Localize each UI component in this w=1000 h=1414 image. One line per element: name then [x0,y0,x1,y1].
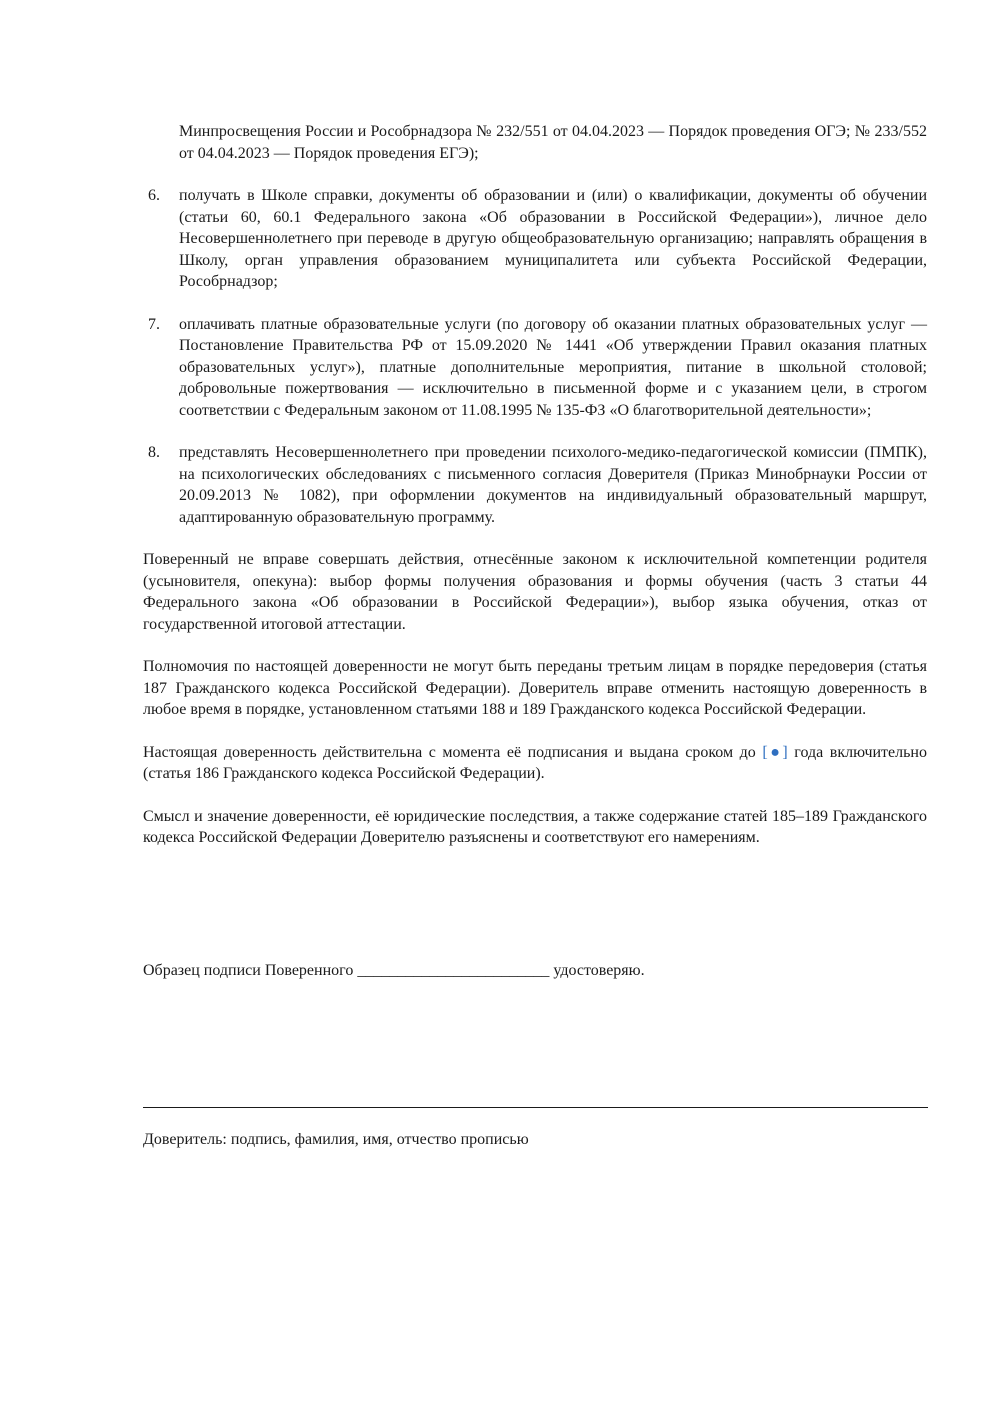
list-item [143,442,927,528]
list-item-continuation: Минпросвещения России и Рособрнадзора № 232/551 от 04.04.2023 — Порядок проведения ОГЭ; № 233/552 от 04.04.2023 — Порядок проведения ЕГЭ); [179,123,927,162]
list-item-text: оплачивать платные образовательные услуги (по договору об оказании платных образовательных услуг — Постановление Правительства РФ от 15.09.2020 № 1441 «Об утверждении Правил оказания платных образовательных услуг»), платные дополнительные мероприятия, питание в школьной столовой; добровольные пожертвования — исключительно в письменной форме и с указанием цели, в строгом соответствии с Федеральным законом от 11.08.1995 № 135-ФЗ «О благотворительной деятельности»; [179,315,927,419]
validity-text-before: Настоящая доверенность действительна с момента её подписания и выдана сроком до [143,743,763,761]
specimen-suffix: удостоверяю. [553,962,645,979]
specimen-blank: ________________________ [357,962,550,979]
explanation-paragraph: Смысл и значение доверенности, её юридические последствия, а также содержание статей 185–189 Гражданского кодекса Российской Федерации Доверителю разъяснены и соответствуют его намерениям. [143,807,927,846]
document-body [143,121,927,870]
validity-paragraph [143,742,927,785]
list-item-text: получать в Школе справки, документы об образовании и (или) о квалификации, документы об обучении (статьи 60, 60.1 Федерального закона «Об образовании в Российской Федерации»), личное дело Несовершеннолетнего при переводе в другую общеобразовательную организацию; направлять обращения в Школу, орган управления образованием муниципалитета или субъекта Российской Федерации, Рособрнадзор; [179,187,927,290]
restriction-paragraph: Поверенный не вправе совершать действия, отнесённые законом к исключительной компетенции родителя (усыновителя, опекуна): выбор формы получения образования и формы обучения (часть 3 статьи 44 Федерального закона «Об образовании в Российской Федерации»), выбор языка обучения, отказ от государственной итоговой аттестации. [143,551,927,633]
list-item-number: 8. [148,444,160,461]
signature-rule [143,1107,928,1108]
list-item [143,314,927,422]
delegation-paragraph: Полномочия по настоящей доверенности не могут быть переданы третьим лицам в порядке передоверия (статья 187 Гражданского кодекса Российской Федерации). Доверитель вправе отменить настоящую доверенность в любое время в порядке, установленном статьями 188 и 189 Гражданского кодекса Российской Федерации. [143,658,927,718]
list-item [143,185,927,293]
powers-list [143,185,927,528]
specimen-label: Образец подписи Поверенного [143,962,354,979]
validity-text-after: года включительно (статья 186 Гражданского кодекса Российской Федерации). [143,743,927,782]
list-item-number: 7. [148,315,160,333]
list-item-text: представлять Несовершеннолетнего при проведении психолого-медико-педагогической комиссии (ПМПК), на психологических обследованиях с письменного согласия Доверителя (Приказ Минобрнауки России от 20.09.2013 № 1082), при оформлении документов на индивидуальный образовательный маршрут, адаптированную образовательную программу. [179,444,927,526]
signature-caption: Доверитель: подпись, фамилия, имя, отчество прописью [143,1131,529,1148]
list-item-number: 6. [148,187,160,204]
validity-date-placeholder: [●] [762,743,788,761]
signature-specimen-line [143,960,927,982]
